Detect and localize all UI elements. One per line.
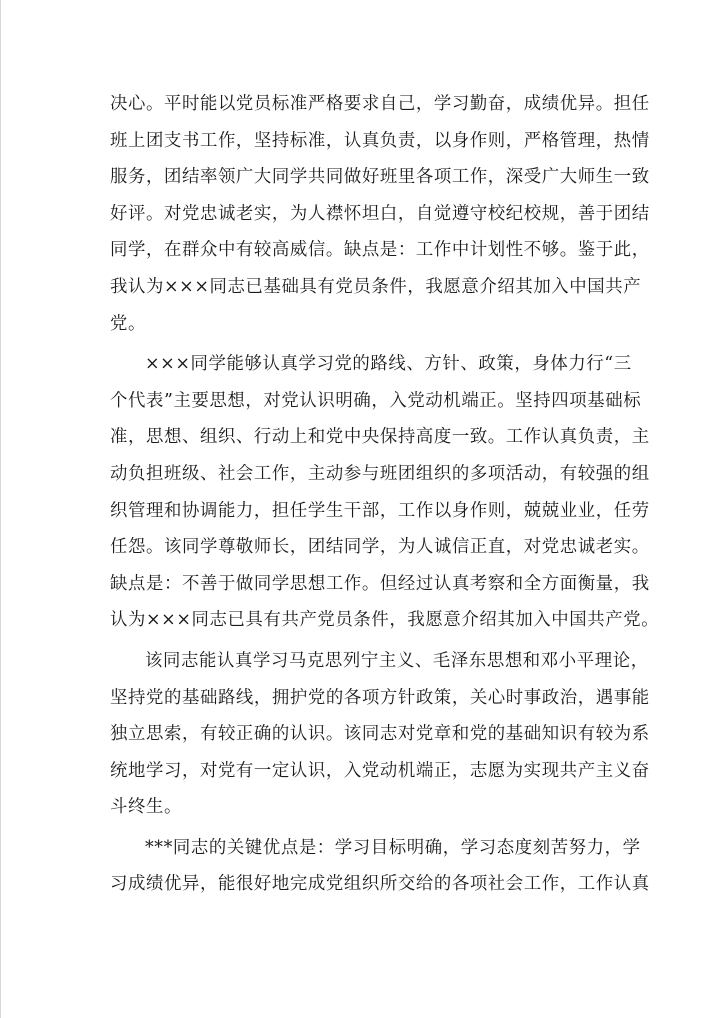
page-left-edge (0, 0, 1, 1018)
paragraph-line: 个代表”主要思想，对党认识明确，入党动机端正。坚持四项基础标 (110, 390, 642, 411)
paragraph-line: 织管理和协调能力，担任学生干部，工作以身作则，兢兢业业，任劳 (110, 500, 650, 521)
document-body (110, 86, 660, 907)
paragraph-line: 动负担班级、社会工作，主动参与班团组织的多项活动，有较强的组 (110, 463, 650, 484)
paragraph-line: 班上团支书工作，坚持标准，认真负责，以身作则，严格管理，热情 (110, 130, 650, 151)
paragraph-line: 坚持党的基础路线，拥护党的各项方针政策，关心时事政治，遇事能 (110, 687, 650, 708)
paragraph-line: 该同志能认真学习马克思列宁主义、毛泽东思想和邓小平理论， (145, 650, 649, 671)
paragraph-line: 同学，在群众中有较高威信。缺点是：工作中计划性不够。鉴于此， (110, 240, 650, 261)
paragraph-line: 统地学习，对党有一定认识，入党动机端正，志愿为实现共产主义奋 (110, 760, 650, 781)
paragraph-line: 决心。平时能以党员标准严格要求自己，学习勤奋，成绩优异。担任 (110, 94, 650, 114)
paragraph (110, 643, 650, 826)
paragraph-line: 习成绩优异，能很好地完成党组织所交给的各项社会工作，工作认真 (110, 874, 650, 895)
paragraph-line: 独立思索，有较正确的认识。该同志对党章和党的基础知识有较为系 (110, 724, 650, 745)
paragraph-line: ×××同学能够认真学习党的路线、方针、政策，身体力行“三 (145, 354, 632, 375)
paragraph-line: 认为×××同志已具有共产党员条件，我愿意介绍其加入中国共产党。 (110, 610, 660, 631)
paragraph-line: 斗终生。 (110, 797, 182, 818)
paragraph-line: 准，思想、组织、行动上和党中央保持高度一致。工作认真负责，主 (110, 427, 650, 448)
paragraph-line: 缺点是：不善于做同学思想工作。但经过认真考察和全方面衡量，我 (110, 573, 650, 594)
paragraph-line: ***同志的关键优点是：学习目标明确，学习态度刻苦努力，学 (145, 837, 641, 858)
paragraph (110, 346, 660, 639)
paragraph (110, 86, 650, 342)
paragraph-line: 党。 (110, 313, 146, 334)
paragraph-line: 我认为×××同志已基础具有党员条件，我愿意介绍其加入中国共产 (110, 276, 642, 297)
paragraph (110, 830, 650, 903)
paragraph-line: 好评。对党忠诚老实，为人襟怀坦白，自觉遵守校纪校规，善于团结 (110, 203, 650, 224)
paragraph-line: 服务，团结率领广大同学共同做好班里各项工作，深受广大师生一致 (110, 167, 650, 188)
paragraph-line: 任怨。该同学尊敬师长，团结同学，为人诚信正直，对党忠诚老实。 (110, 537, 650, 558)
